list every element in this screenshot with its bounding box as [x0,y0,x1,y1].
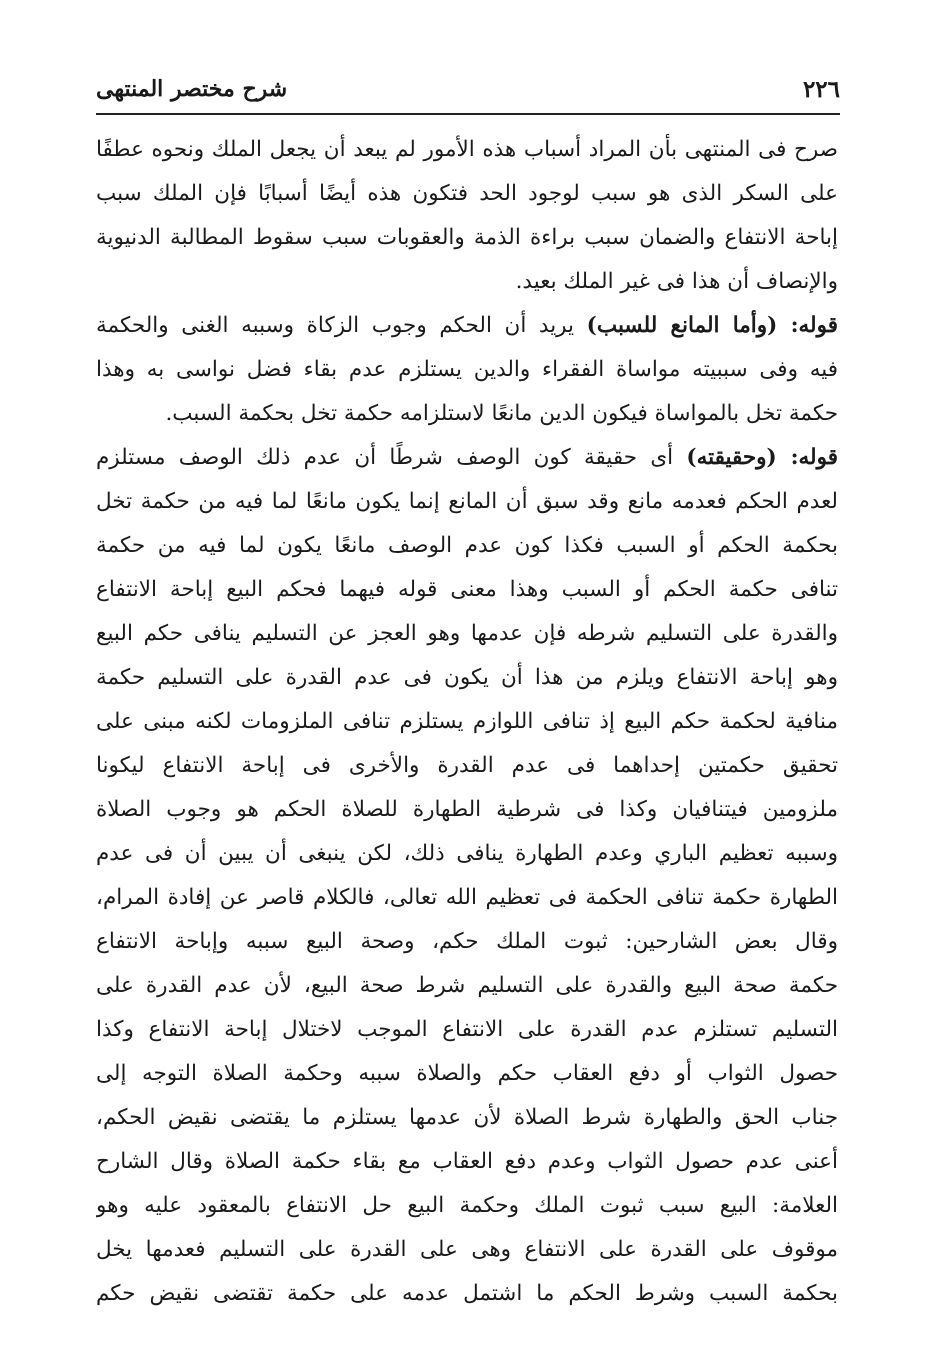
text-line [96,128,838,172]
text-line [96,1096,838,1140]
line-text: أى حقيقة كون الوصف شرطًا أن عدم ذلك الوصف مستلزم [96,445,687,470]
text-line [96,744,838,788]
text-line [96,656,838,700]
line-text: أعنى عدم حصول الثواب وعدم دفع العقاب مع بقاء حكمة الصلاة وقال الشارح [96,1149,838,1174]
line-text: الطهارة حكمة تنافى الحكمة فى تعظيم الله تعالى، فالكلام قاصر عن إفادة المرام، [96,885,838,910]
text-line [96,216,838,260]
text-line [96,348,838,392]
text-line [96,612,838,656]
text-line [96,876,838,920]
line-text: يريد أن الحكم وجوب الزكاة وسببه الغنى والحكمة [96,313,587,338]
text-line [96,832,838,876]
header-divider [96,113,840,115]
text-line [96,260,838,304]
text-line [96,964,838,1008]
text-line [96,480,838,524]
commentary-lemma: قوله: (وحقيقته) [686,445,838,470]
text-line [96,920,838,964]
line-text: حكمة تخل بالمواساة فيكون الدين مانعًا لاستلزامه حكمة تخل بحكمة السبب. [165,401,838,426]
text-line [96,1228,838,1272]
line-text: إباحة الانتفاع والضمان سبب براءة الذمة والعقوبات سبب سقوط المطالبة الدنيوية [96,225,838,250]
text-line [96,524,838,568]
text-line [96,1052,838,1096]
line-text: حكمة صحة البيع والقدرة على التسليم شرط صحة البيع، لأن عدم القدرة على [96,973,838,998]
text-line [96,1008,838,1052]
line-text: وهو إباحة الانتفاع ويلزم من هذا أن يكون فى عدم القدرة على التسليم حكمة [96,665,838,690]
line-text: فيه وفى سببيته مواساة الفقراء والدين يستلزم عدم بقاء فضل نواسى به وهذا [96,357,838,382]
text-line [96,700,838,744]
line-text: صرح فى المنتهى بأن المراد أسباب هذه الأمور لم يبعد أن يجعل الملك ونحوه عطفًا [96,137,838,162]
commentary-lemma: قوله: (وأما المانع للسبب) [586,313,838,338]
line-text: وسببه تعظيم الباري وعدم الطهارة ينافى ذلك، لكن ينبغى أن يبين أن فى عدم [96,841,838,866]
line-text: ملزومين فيتنافيان وكذا فى شرطية الطهارة للصلاة الحكم هو وجوب الصلاة [96,797,838,822]
page-header [96,74,840,108]
text-line [96,304,838,348]
body-text [96,128,838,1316]
line-text: التسليم تستلزم عدم القدرة على الانتفاع الموجب لاختلال إباحة الانتفاع وكذا [96,1017,838,1042]
line-text: والقدرة على التسليم شرطه فإن عدمها وهو العجز عن التسليم ينافى حكم البيع [96,621,838,646]
text-line [96,1272,838,1316]
line-text: منافية لحكمة حكم البيع إذ تنافى اللوازم يستلزم تنافى الملزومات لكنه مبنى على [96,709,838,734]
line-text: جناب الحق والطهارة شرط الصلاة لأن عدمها يستلزم ما يقتضى نقيض الحكم، [96,1105,838,1130]
text-line [96,1184,838,1228]
line-text: بحكمة الحكم أو السبب فكذا كون عدم الوصف مانعًا يكون لما فيه من حكمة [96,533,838,558]
page-number: ٢٢٦ [802,76,840,103]
line-text: موقوف على القدرة على الانتفاع وهى على القدرة على التسليم فعدمها يخل [96,1237,838,1262]
line-text: العلامة: البيع سبب ثبوت الملك وحكمة البيع حل الانتفاع بالمعقود عليه وهو [96,1193,838,1218]
running-title: شرح مختصر المنتهى [96,76,288,102]
line-text: والإنصاف أن هذا فى غير الملك بعيد. [515,269,838,294]
line-text: لعدم الحكم فعدمه مانع وقد سبق أن المانع إنما يكون مانعًا لما فيه من حكمة تخل [96,489,838,514]
text-line [96,1140,838,1184]
line-text: حصول الثواب أو دفع العقاب حكم والصلاة سببه وحكمة الصلاة التوجه إلى [96,1061,838,1086]
text-line [96,436,838,480]
text-line [96,392,838,436]
line-text: تحقيق حكمتين إحداهما فى عدم القدرة والأخرى فى إباحة الانتفاع ليكونا [96,753,838,778]
line-text: بحكمة السبب وشرط الحكم ما اشتمل عدمه على حكمة تقتضى نقيض حكم [96,1281,838,1306]
text-line [96,788,838,832]
text-line [96,172,838,216]
line-text: على السكر الذى هو سبب لوجود الحد فتكون هذه أيضًا أسبابًا فإن الملك سبب [96,181,838,206]
line-text: تنافى حكمة الحكم أو السبب وهذا معنى قوله فيهما فحكم البيع إباحة الانتفاع [96,577,838,602]
text-line [96,568,838,612]
line-text: وقال بعض الشارحين: ثبوت الملك حكم، وصحة البيع سببه وإباحة الانتفاع [96,929,838,954]
